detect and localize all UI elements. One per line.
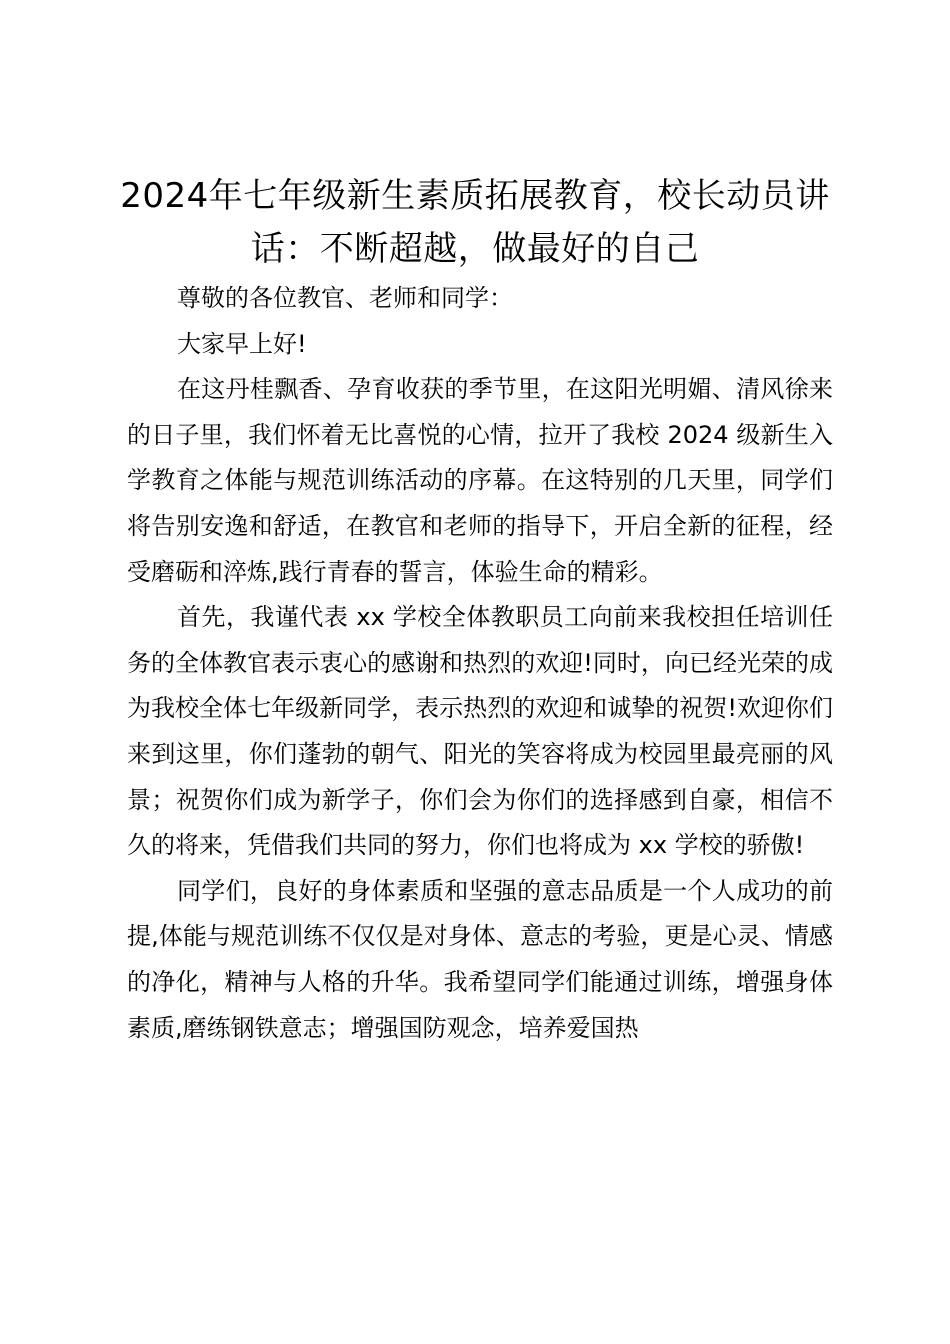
document-title: 2024年七年级新生素质拓展教育，校长动员讲话：不断超越，做最好的自己: [120, 176, 830, 269]
greeting: 大家早上好!: [177, 329, 307, 358]
document-body: [127, 276, 833, 1051]
paragraph: 首先，我谨代表 xx 学校全体教职员工向前来我校担任培训任务的全体教官表示衷心的感谢和热烈的欢迎!同时，向已经光荣的成为我校全体七年级新同学，表示热烈的欢迎和诚挚的祝贺!欢迎你们来到这里，你们蓬勃的朝气、阳光的笑容将成为校园里最亮丽的风景；祝贺你们成为新学子，你们会为你们的选择感到自豪，相信不久的将来，凭借我们共同的努力，你们也将成为 xx 学校的骄傲!: [127, 603, 833, 860]
paragraph: 同学们，良好的身体素质和坚强的意志品质是一个人成功的前提,体能与规范训练不仅仅是对身体、意志的考验，更是心灵、情感的净化，精神与人格的升华。我希望同学们能通过训练，增强身体素质,磨练钢铁意志；增强国防观念，培养爱国热: [127, 876, 833, 1042]
paragraph: 在这丹桂飘香、孕育收获的季节里，在这阳光明媚、清风徐来的日子里，我们怀着无比喜悦的心情，拉开了我校 2024 级新生入学教育之体能与规范训练活动的序幕。在这特别的几天里，同学们将告别安逸和舒适，在教官和老师的指导下，开启全新的征程，经受磨砺和淬炼,践行青春的誓言，体验生命的精彩。: [127, 375, 833, 586]
salutation: 尊敬的各位教官、老师和同学：: [177, 284, 513, 312]
